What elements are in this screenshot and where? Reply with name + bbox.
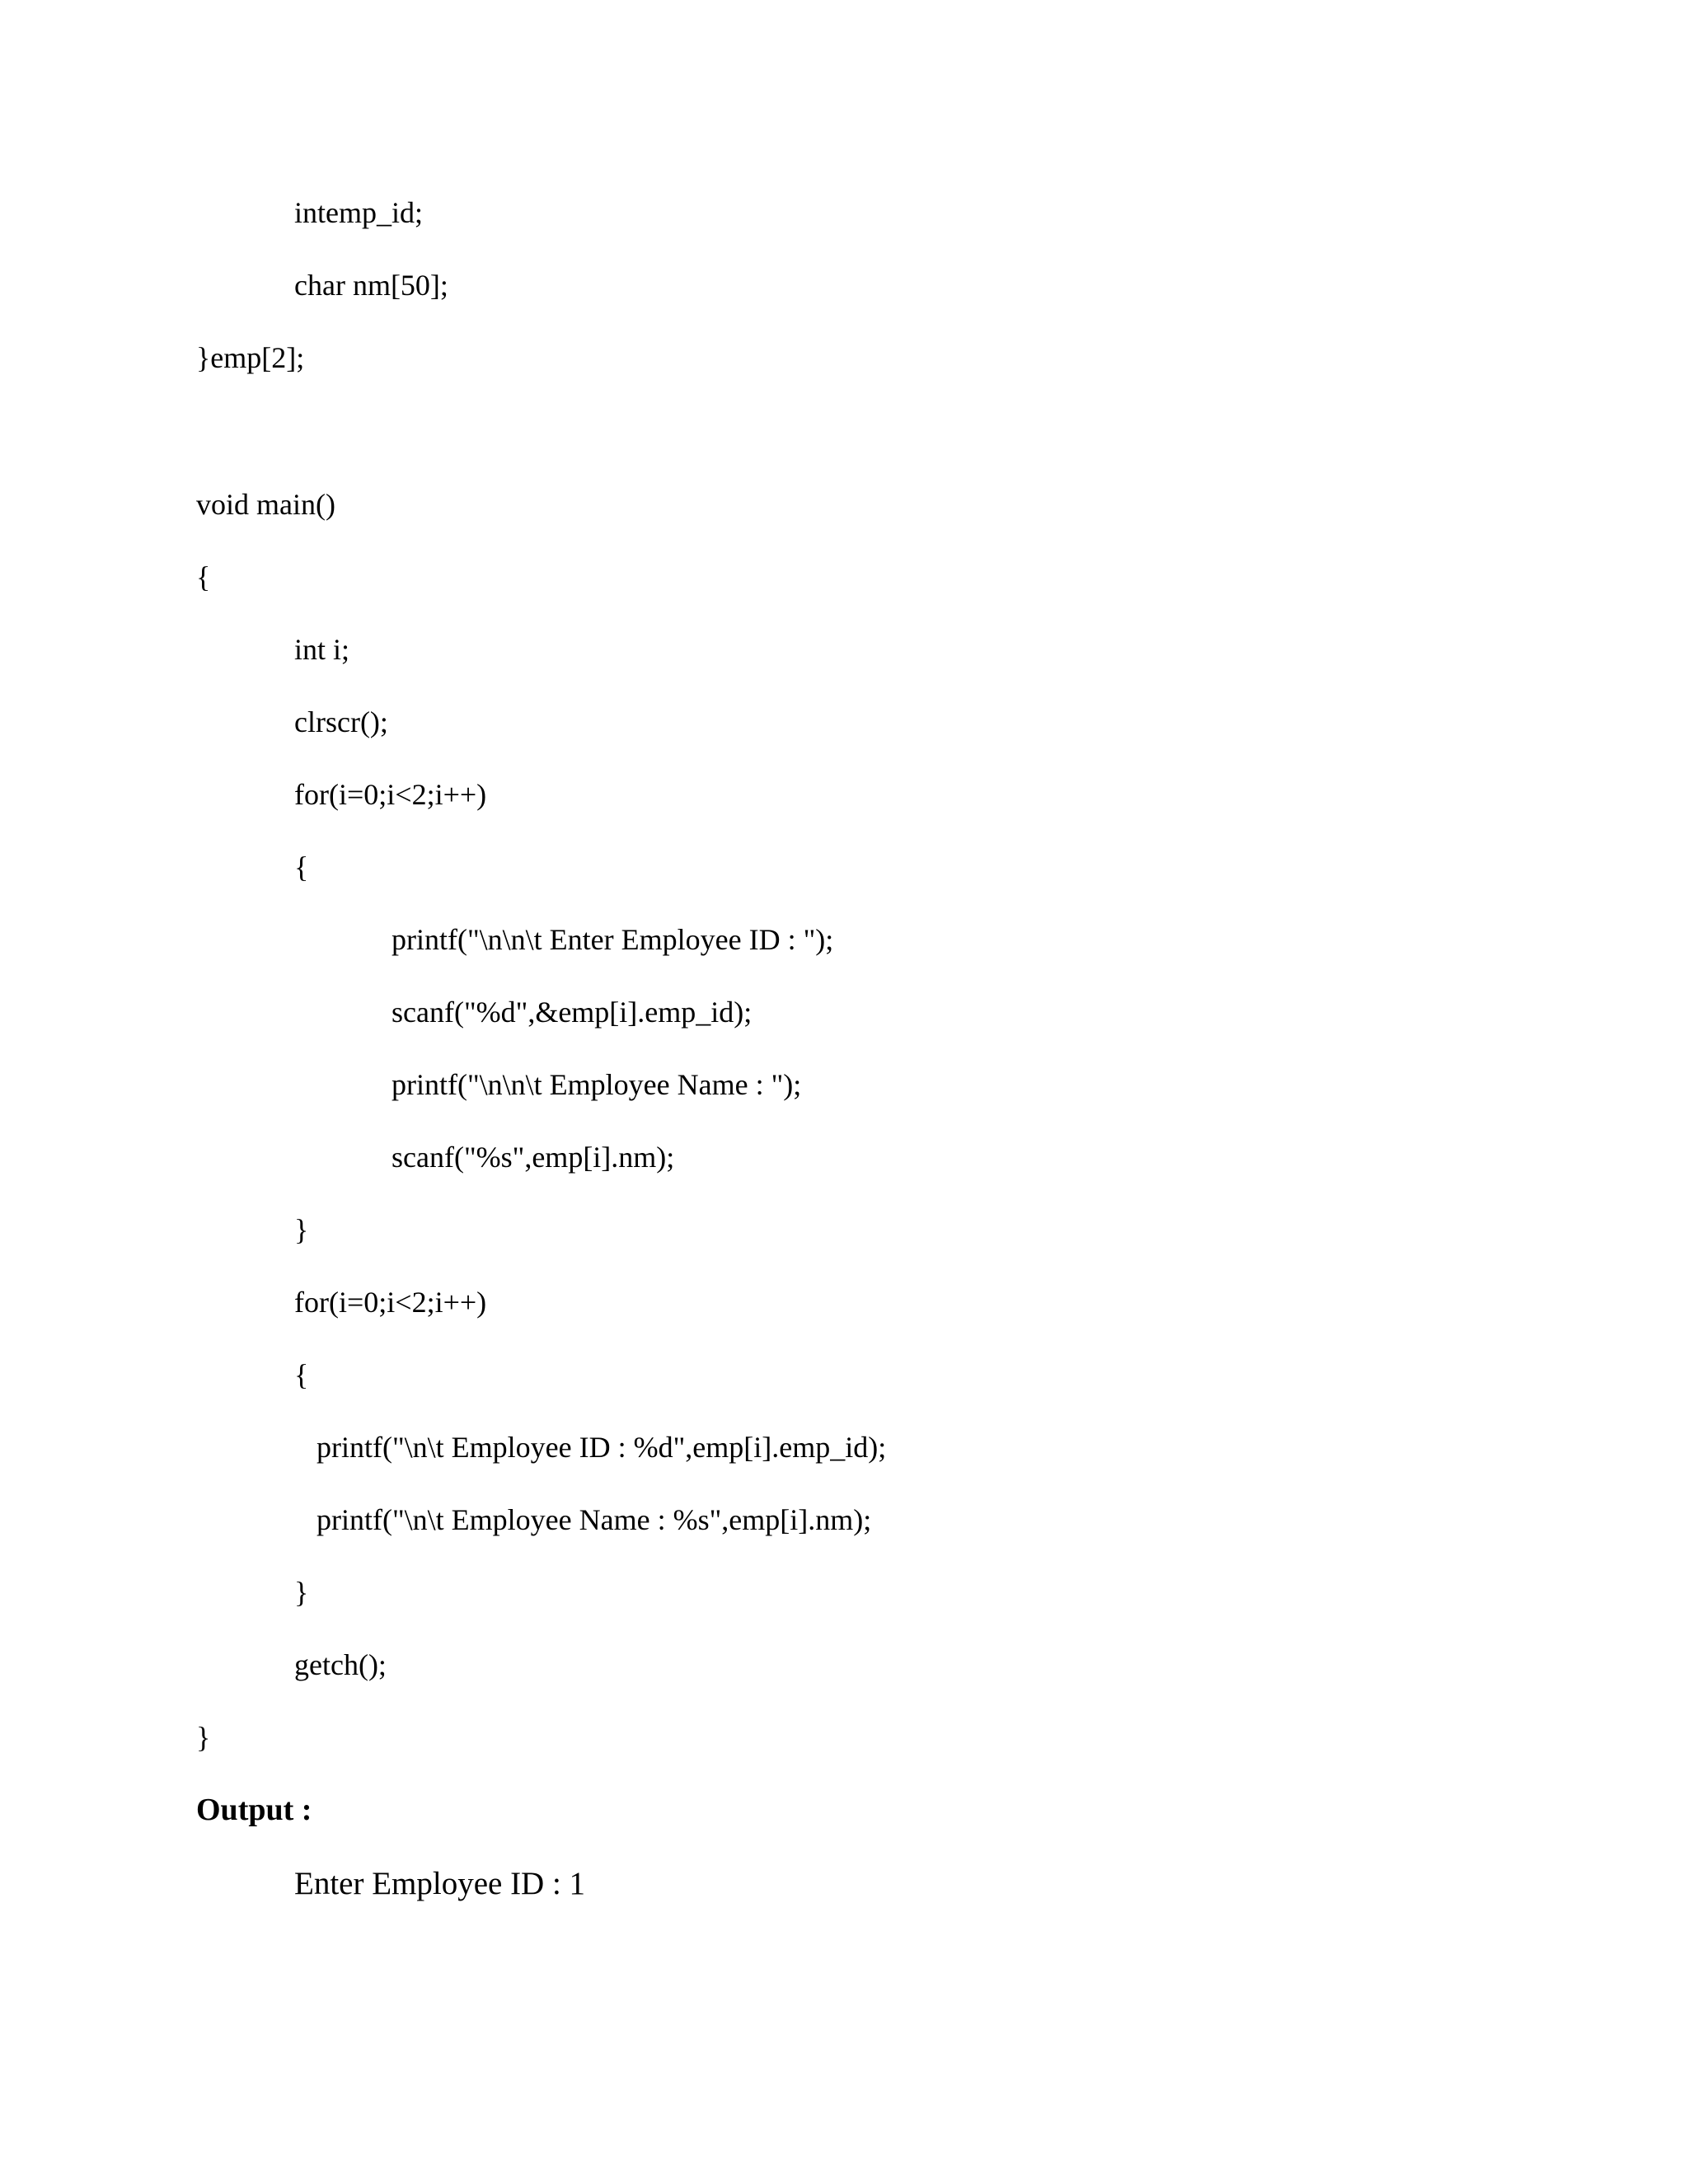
code-line: {	[294, 1358, 309, 1391]
code-line: {	[196, 560, 211, 593]
code-line: printf("\n\t Employee ID : %d",emp[i].emp_id);	[316, 1431, 887, 1464]
output-line: Enter Employee ID : 1	[294, 1866, 586, 1901]
code-line: printf("\n\n\t Employee Name : ");	[392, 1068, 802, 1101]
code-line: }emp[2];	[196, 341, 305, 374]
code-line: void main()	[196, 488, 335, 521]
code-line: getch();	[294, 1648, 387, 1681]
code-line: }	[294, 1576, 309, 1609]
output-heading: Output :	[196, 1793, 312, 1827]
code-line: printf("\n\t Employee Name : %s",emp[i].nm);	[316, 1503, 872, 1536]
code-line: for(i=0;i<2;i++)	[294, 1286, 487, 1319]
code-line: char nm[50];	[294, 269, 448, 302]
code-line: printf("\n\n\t Enter Employee ID : ");	[392, 923, 834, 956]
code-line: for(i=0;i<2;i++)	[294, 778, 487, 811]
code-line: clrscr();	[294, 705, 388, 738]
code-line: {	[294, 851, 309, 883]
code-line: }	[196, 1721, 211, 1754]
code-line: int i;	[294, 633, 350, 666]
code-line: }	[294, 1213, 309, 1246]
code-line: scanf("%s",emp[i].nm);	[392, 1141, 675, 1174]
code-line: scanf("%d",&emp[i].emp_id);	[392, 996, 753, 1029]
code-line: intemp_id;	[294, 196, 423, 229]
